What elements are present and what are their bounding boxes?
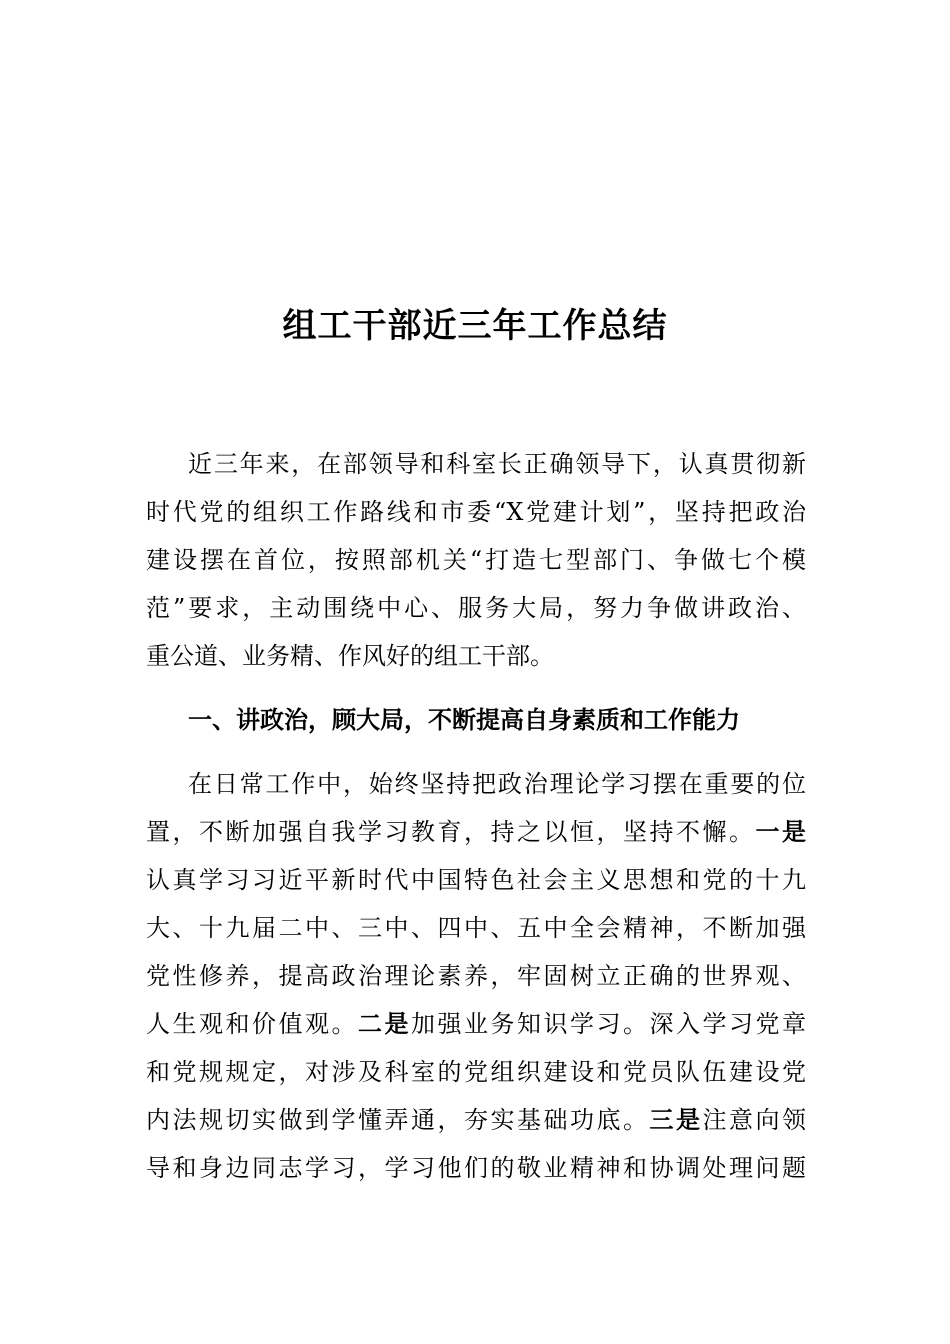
section-1-line-1: 在日常工作中，始终坚持把政治理论学习摆在重要的位 [188,770,806,798]
point-three-marker: 三是 [649,1105,703,1134]
section-1-line-6-tail: 加强业务知识学习。深入学习党章 [411,1010,806,1038]
point-two-marker: 二是 [358,1009,411,1038]
section-1-line-2-text: 置，不断加强自我学习教育，持之以恒，坚持不懈。 [146,818,756,846]
intro-line-1: 近三年来，在部领导和科室长正确领导下，认真贯彻新 [188,450,806,478]
section-1-line-4: 大、十九届二中、三中、四中、五中全会精神，不断加强 [146,914,806,942]
intro-line-4: 范”要求，主动围绕中心、服务大局，努力争做讲政治、 [146,594,806,622]
intro-line-5: 重公道、业务精、作风好的组工干部。 [146,642,554,670]
section-1-line-6-text: 人生观和价值观。 [146,1010,358,1038]
intro-line-3: 建设摆在首位，按照部机关“打造七型部门、争做七个模 [146,546,806,574]
section-1-heading: 一、讲政治，顾大局，不断提高自身素质和工作能力 [188,705,740,734]
section-1-line-6 [146,1000,806,1048]
section-1-line-9: 导和身边同志学习，学习他们的敬业精神和协调处理问题 [146,1154,806,1182]
intro-line-2: 时代党的组织工作路线和市委“X党建计划”，坚持把政治 [146,498,806,526]
section-1-line-8 [146,1096,806,1144]
point-one-marker: 一是 [755,817,806,846]
section-1-line-7: 和党规规定，对涉及科室的党组织建设和党员队伍建设党 [146,1058,806,1086]
section-1-line-5: 党性修养，提高政治理论素养，牢固树立正确的世界观、 [146,962,806,990]
section-1-line-8-text: 内法规切实做到学懂弄通，夯实基础功底。 [146,1106,650,1134]
section-1-line-8-tail: 注意向领 [702,1106,806,1134]
document-title: 组工干部近三年工作总结 [282,306,668,346]
section-1-line-3: 认真学习习近平新时代中国特色社会主义思想和党的十九 [146,866,806,894]
section-1-line-2 [146,808,806,856]
